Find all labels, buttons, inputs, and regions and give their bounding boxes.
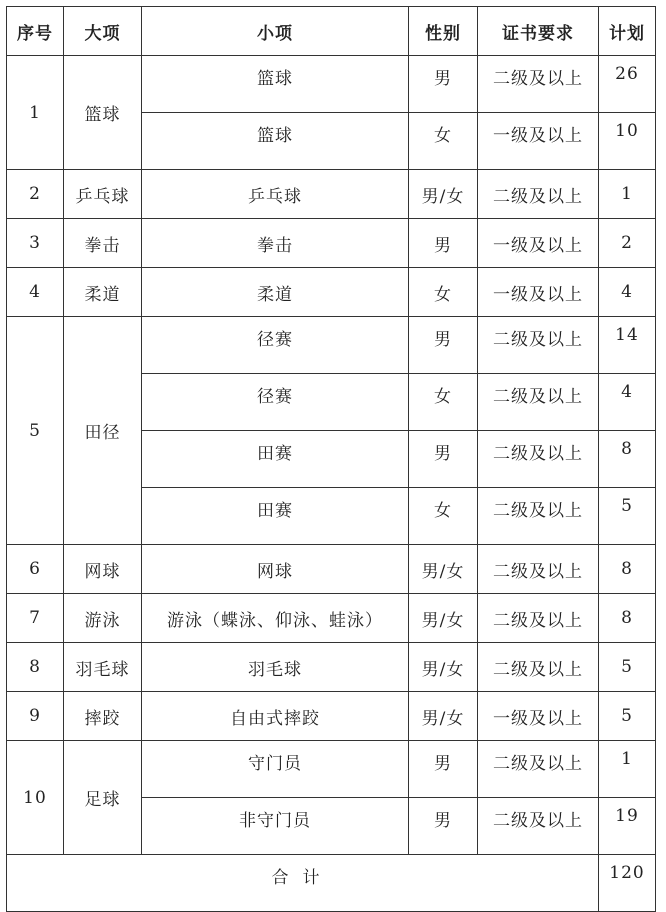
cell-gender: 男 xyxy=(409,798,478,855)
cell-serial: 2 xyxy=(7,170,64,219)
cell-minor: 篮球 xyxy=(142,56,409,113)
cell-cert: 二级及以上 xyxy=(478,56,599,113)
cell-cert: 一级及以上 xyxy=(478,692,599,741)
table-row xyxy=(7,219,656,268)
cell-minor: 拳击 xyxy=(142,219,409,268)
cell-cert: 一级及以上 xyxy=(478,268,599,317)
cell-plan: 1 xyxy=(599,741,656,798)
cell-plan: 4 xyxy=(599,374,656,431)
cell-major: 网球 xyxy=(64,545,142,594)
cell-major: 羽毛球 xyxy=(64,643,142,692)
cell-major: 游泳 xyxy=(64,594,142,643)
table-header-row xyxy=(7,7,656,56)
cell-minor: 非守门员 xyxy=(142,798,409,855)
table-row xyxy=(7,545,656,594)
cell-plan: 8 xyxy=(599,545,656,594)
cell-minor: 柔道 xyxy=(142,268,409,317)
cell-plan: 5 xyxy=(599,692,656,741)
total-value: 120 xyxy=(599,855,656,912)
cell-serial: 3 xyxy=(7,219,64,268)
cell-cert: 二级及以上 xyxy=(478,643,599,692)
cell-major: 足球 xyxy=(64,741,142,855)
cell-major: 拳击 xyxy=(64,219,142,268)
header-major: 大项 xyxy=(64,7,142,56)
cell-minor: 径赛 xyxy=(142,374,409,431)
cell-minor: 自由式摔跤 xyxy=(142,692,409,741)
table-row xyxy=(7,741,656,798)
total-label: 合计 xyxy=(7,855,599,912)
cell-serial: 5 xyxy=(7,317,64,545)
cell-plan: 5 xyxy=(599,643,656,692)
cell-minor: 乒乓球 xyxy=(142,170,409,219)
cell-minor: 径赛 xyxy=(142,317,409,374)
cell-cert: 一级及以上 xyxy=(478,219,599,268)
cell-gender: 男 xyxy=(409,56,478,113)
cell-gender: 男 xyxy=(409,431,478,488)
cell-cert: 二级及以上 xyxy=(478,545,599,594)
cell-serial: 7 xyxy=(7,594,64,643)
cell-serial: 8 xyxy=(7,643,64,692)
cell-minor: 篮球 xyxy=(142,113,409,170)
cell-plan: 5 xyxy=(599,488,656,545)
cell-plan: 14 xyxy=(599,317,656,374)
cell-serial: 10 xyxy=(7,741,64,855)
cell-cert: 一级及以上 xyxy=(478,113,599,170)
header-minor: 小项 xyxy=(142,7,409,56)
header-gender: 性别 xyxy=(409,7,478,56)
table-row xyxy=(7,170,656,219)
header-serial: 序号 xyxy=(7,7,64,56)
cell-cert: 二级及以上 xyxy=(478,317,599,374)
cell-serial: 9 xyxy=(7,692,64,741)
sports-plan-table xyxy=(6,6,656,912)
cell-major: 柔道 xyxy=(64,268,142,317)
cell-minor: 守门员 xyxy=(142,741,409,798)
table-row xyxy=(7,692,656,741)
cell-gender: 男/女 xyxy=(409,594,478,643)
cell-plan: 1 xyxy=(599,170,656,219)
cell-serial: 1 xyxy=(7,56,64,170)
cell-plan: 2 xyxy=(599,219,656,268)
cell-gender: 男/女 xyxy=(409,170,478,219)
table-row xyxy=(7,643,656,692)
cell-major: 乒乓球 xyxy=(64,170,142,219)
table-row xyxy=(7,268,656,317)
table-row xyxy=(7,317,656,374)
cell-plan: 8 xyxy=(599,594,656,643)
cell-gender: 男 xyxy=(409,317,478,374)
cell-plan: 10 xyxy=(599,113,656,170)
header-plan: 计划 xyxy=(599,7,656,56)
cell-gender: 女 xyxy=(409,374,478,431)
cell-gender: 女 xyxy=(409,113,478,170)
cell-serial: 6 xyxy=(7,545,64,594)
cell-gender: 男 xyxy=(409,741,478,798)
header-cert: 证书要求 xyxy=(478,7,599,56)
cell-gender: 女 xyxy=(409,488,478,545)
cell-cert: 二级及以上 xyxy=(478,488,599,545)
cell-cert: 二级及以上 xyxy=(478,431,599,488)
cell-minor: 田赛 xyxy=(142,488,409,545)
cell-cert: 二级及以上 xyxy=(478,798,599,855)
cell-plan: 26 xyxy=(599,56,656,113)
cell-major: 田径 xyxy=(64,317,142,545)
cell-major: 摔跤 xyxy=(64,692,142,741)
total-row xyxy=(7,855,656,912)
cell-cert: 二级及以上 xyxy=(478,374,599,431)
cell-minor: 羽毛球 xyxy=(142,643,409,692)
cell-gender: 男/女 xyxy=(409,545,478,594)
cell-gender: 男/女 xyxy=(409,643,478,692)
cell-gender: 女 xyxy=(409,268,478,317)
cell-major: 篮球 xyxy=(64,56,142,170)
cell-plan: 19 xyxy=(599,798,656,855)
cell-serial: 4 xyxy=(7,268,64,317)
cell-plan: 4 xyxy=(599,268,656,317)
cell-minor: 田赛 xyxy=(142,431,409,488)
cell-gender: 男 xyxy=(409,219,478,268)
table-row xyxy=(7,56,656,113)
cell-cert: 二级及以上 xyxy=(478,594,599,643)
cell-minor: 网球 xyxy=(142,545,409,594)
cell-minor: 游泳（蝶泳、仰泳、蛙泳） xyxy=(142,594,409,643)
cell-plan: 8 xyxy=(599,431,656,488)
cell-cert: 二级及以上 xyxy=(478,170,599,219)
cell-gender: 男/女 xyxy=(409,692,478,741)
table-row xyxy=(7,594,656,643)
cell-cert: 二级及以上 xyxy=(478,741,599,798)
